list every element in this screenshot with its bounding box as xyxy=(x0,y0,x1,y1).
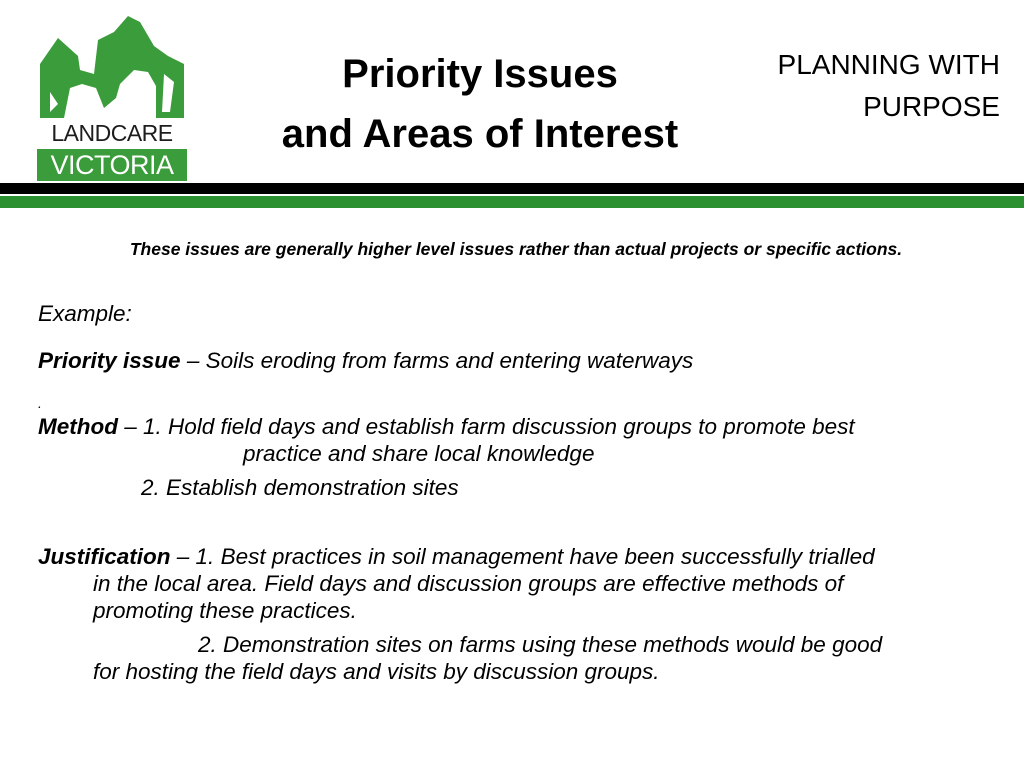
priority-issue-text: – Soils eroding from farms and entering waterways xyxy=(180,348,694,373)
example-label: Example: xyxy=(38,301,132,326)
australia-hands-icon xyxy=(36,12,188,122)
priority-issue-label: Priority issue xyxy=(38,348,181,373)
method-item-1-line-1: – 1. Hold field days and establish farm discussion groups to promote best xyxy=(117,414,855,439)
priority-issue xyxy=(38,347,993,374)
intro-text: These issues are generally higher level issues rather than actual projects or specific actions. xyxy=(129,239,903,259)
method-line-1 xyxy=(38,413,993,440)
kicker-line-2: PURPOSE xyxy=(863,91,1000,122)
justification-item-1-line-2: in the local area. Field days and discussion groups are effective methods of xyxy=(93,571,844,596)
justification-item-2-line-1: 2. Demonstration sites on farms using these methods would be good xyxy=(198,632,883,657)
method-item-1-line-2: practice and share local knowledge xyxy=(243,441,595,466)
justification-item-1-line-3: promoting these practices. xyxy=(93,598,357,623)
kicker-line-1: PLANNING WITH xyxy=(777,49,1000,80)
method-item-2: 2. Establish demonstration sites xyxy=(141,475,459,500)
logo-text-landcare: LANDCARE xyxy=(51,120,173,146)
method-label: Method xyxy=(38,414,118,439)
page-title xyxy=(240,44,720,164)
justification-item-1-line-1: – 1. Best practices in soil management have been successfully trialled xyxy=(170,544,875,569)
divider-black xyxy=(0,183,1024,194)
justification-label: Justification xyxy=(38,544,171,569)
justification-line-1 xyxy=(38,543,993,570)
landcare-victoria-logo xyxy=(36,12,188,182)
divider-green xyxy=(0,196,1024,208)
content-body xyxy=(38,300,993,685)
logo-text-victoria: VICTORIA xyxy=(37,149,187,181)
section-kicker xyxy=(700,44,1000,128)
title-line-2: and Areas of Interest xyxy=(281,112,679,156)
separator-dot: . xyxy=(38,395,42,411)
title-line-1: Priority Issues xyxy=(342,52,618,96)
justification-item-2-line-2: for hosting the field days and visits by discussion groups. xyxy=(93,659,660,684)
